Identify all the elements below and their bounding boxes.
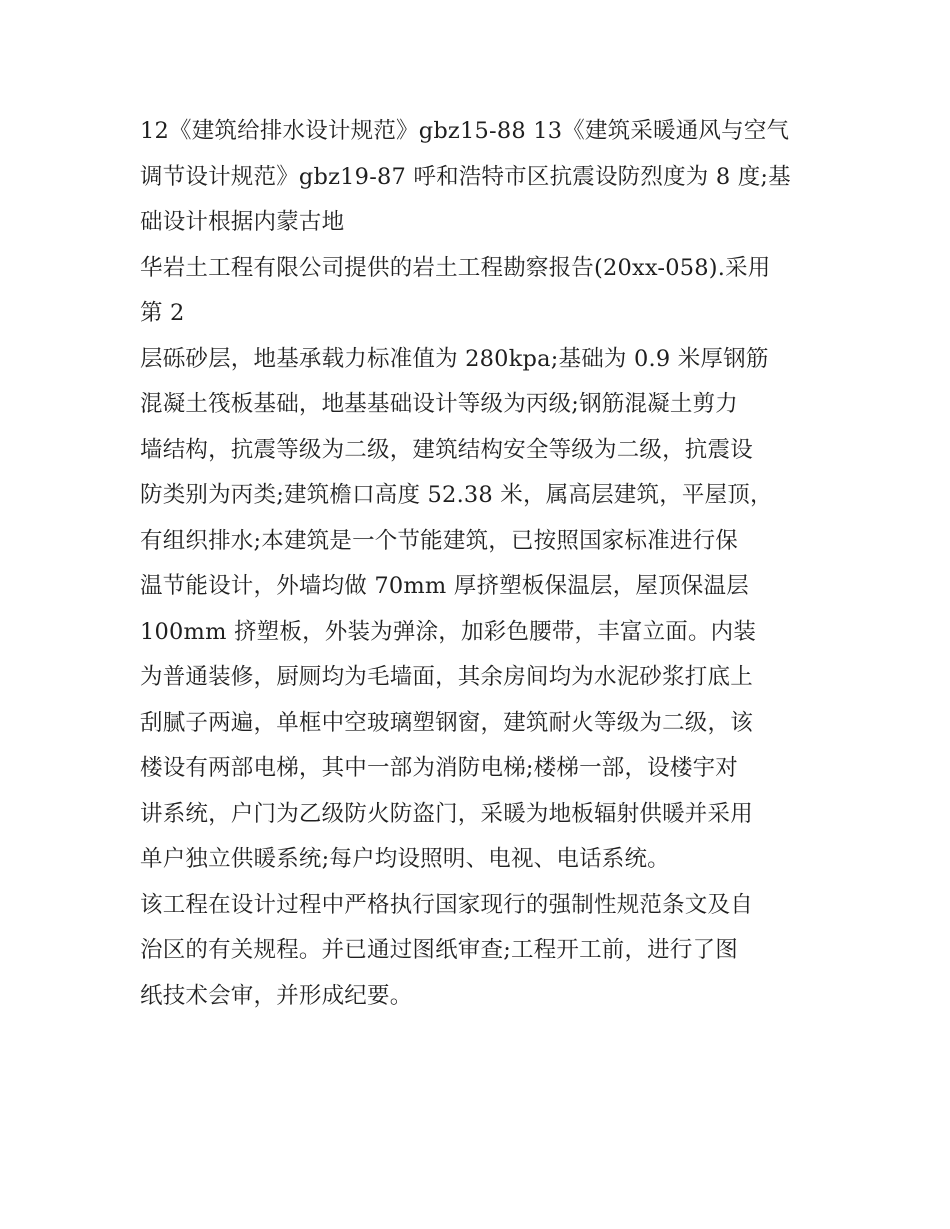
text-line-17: 单户独立供暖系统;每户均设照明、电视、电话系统。: [140, 846, 670, 872]
text-line-16: 讲系统，户门为乙级防火防盗门，采暖为地板辐射供暖并采用: [140, 800, 753, 827]
text-line-19: 治区的有关规程。并已通过图纸审查;工程开工前，进行了图: [140, 937, 738, 963]
text-line-12: 100mm 挤塑板，外装为弹涂，加彩色腰带，丰富立面。内装: [140, 618, 757, 645]
text-line-14: 刮腻子两遍，单框中空玻璃塑钢窗，建筑耐火等级为二级，该: [140, 709, 753, 736]
text-line-10: 有组织排水;本建筑是一个节能建筑，已按照国家标准进行保: [140, 527, 738, 554]
text-line-3: 础设计根据内蒙古地: [140, 209, 345, 235]
text-line-8: 墙结构，抗震等级为二级，建筑结构安全等级为二级，抗震设: [140, 436, 753, 463]
text-line-2: 调节设计规范》gbz19-87 呼和浩特市区抗震设防烈度为 8 度;基: [140, 163, 791, 190]
document-body: [140, 111, 820, 1021]
text-line-6: 层砾砂层，地基承载力标准值为 280kpa;基础为 0.9 米厚钢筋: [140, 345, 769, 372]
text-line-20: 纸技术会审，并形成纪要。: [140, 982, 413, 1009]
text-line-4: 华岩土工程有限公司提供的岩土工程勘察报告(20xx-058).采用: [140, 254, 771, 281]
text-line-9: 防类别为丙类;建筑檐口高度 52.38 米，属高层建筑，平屋顶，: [140, 482, 773, 508]
text-line-15: 楼设有两部电梯，其中一部为消防电梯;楼梯一部，设楼宇对: [140, 755, 738, 781]
text-line-11: 温节能设计，外墙均做 70mm 厚挤塑板保温层，屋顶保温层: [140, 573, 749, 599]
text-line-7: 混凝土筏板基础，地基基础设计等级为丙级;钢筋混凝土剪力: [140, 391, 738, 417]
text-line-18: 该工程在设计过程中严格执行国家现行的强制性规范条文及自: [140, 891, 753, 918]
text-line-5: 第 2: [140, 300, 185, 326]
text-line-1: 12《建筑给排水设计规范》gbz15-88 13《建筑采暖通风与空气: [140, 118, 790, 144]
text-line-13: 为普通装修，厨厕均为毛墙面，其余房间均为水泥砂浆打底上: [140, 664, 753, 690]
